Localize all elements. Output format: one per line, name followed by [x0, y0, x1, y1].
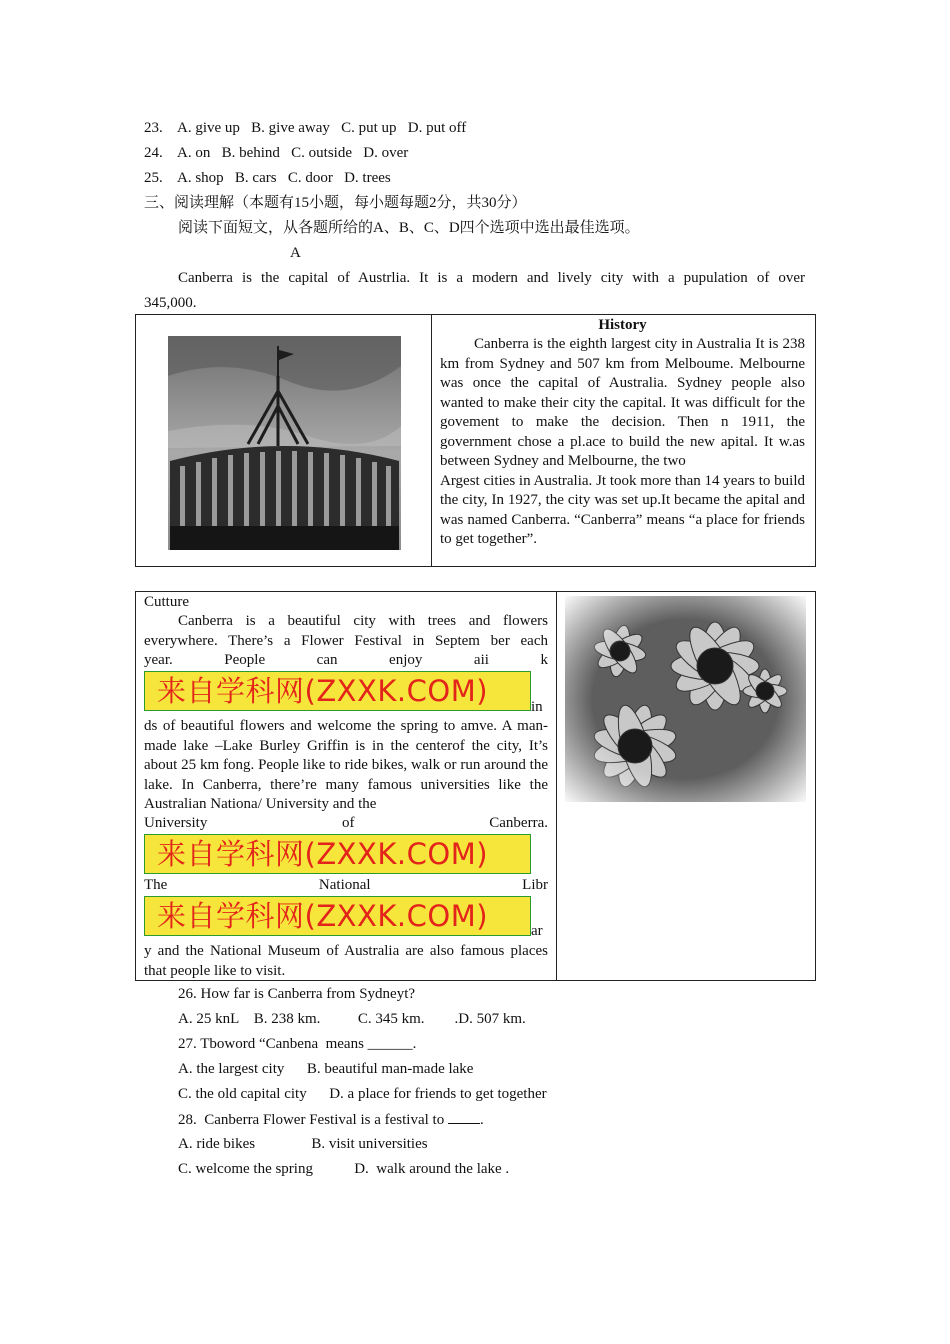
- watermark-banner: 来自学科网(ZXXK.COM): [144, 896, 531, 936]
- history-paragraph-2: Argest cities in Australia. Jt took more than 14 years to build the city, In 1927, the city was set up.It became the apital and was named Canberra. “Canberra” means “a place for friends to get together”.: [440, 472, 805, 547]
- question-27: 27. Tboword “Canbena means ______.: [178, 1036, 417, 1052]
- watermark-banner: 来自学科网(ZXXK.COM): [144, 671, 531, 711]
- section-instruction: 阅读下面短文，从各题所给的A、B、C、D四个选项中选出最佳选项。: [178, 220, 640, 236]
- question-23: 23. A. give up B. give away C. put up D. put off: [144, 120, 467, 136]
- parliament-house-photo: [168, 336, 401, 550]
- culture-line-9: y and the National Museum of Australia are also famous places that people like to visit.: [144, 943, 548, 979]
- sunflowers-photo: [565, 596, 806, 802]
- intro-line-1: Canberra is the capital of Austrlia. It is a modern and lively city with a pupulation of over: [178, 270, 805, 286]
- answer-blank: [448, 1109, 480, 1124]
- history-heading: History: [598, 317, 647, 333]
- watermark-banner: 来自学科网(ZXXK.COM): [144, 834, 531, 874]
- question-26: 26. How far is Canberra from Sydneyt?: [178, 986, 416, 1002]
- history-text: [440, 335, 805, 550]
- question-28-options-cd: C. welcome the spring D. walk around the lake .: [178, 1161, 510, 1177]
- culture-line-3: year. People can enjoy aii k: [144, 652, 548, 668]
- culture-line-6: University of Canberra.: [144, 815, 548, 831]
- question-26-options: A. 25 knL B. 238 km. C. 345 km. .D. 507 km.: [178, 1011, 526, 1027]
- table-divider: [556, 592, 557, 980]
- intro-line-2: 345,000.: [144, 295, 197, 311]
- history-paragraph-1: Canberra is the eighth largest city in Australia It is 238 km from Sydney and 507 km from Melboume. Melbourne was once the capital of Australia. Sydney people also wanted to make their city the capital. It was difficult for the govement to make the decision. Then n 1911, the government chose a pl.ace to build the new apital. It w.as between Sydney and Melbourne, the two: [440, 336, 805, 469]
- culture-line-4: in: [531, 699, 543, 715]
- section-heading: 三、阅读理解（本题有15小题，每小题每题2分，共30分）: [144, 195, 527, 211]
- passage-label: A: [290, 245, 301, 261]
- question-25: 25. A. shop B. cars C. door D. trees: [144, 170, 391, 186]
- question-27-options-ab: A. the largest city B. beautiful man-made lake: [178, 1061, 474, 1077]
- table-divider: [431, 315, 432, 566]
- question-27-options-cd: C. the old capital city D. a place for friends to get together: [178, 1086, 547, 1102]
- culture-line-2: everywhere. There’s a Flower Festival in Septem ber each: [144, 633, 548, 649]
- question-24: 24. A. on B. behind C. outside D. over: [144, 145, 409, 161]
- culture-line-5: ds of beautiful flowers and welcome the spring to amve. A man-made lake –Lake Burley Griffin is in the centerof the city, It’s about 25 km fong. People like to ride bikes, walk or run around the lake. In Canberra, there’re many famous universities like the Australian Nationa/ University and the: [144, 718, 548, 812]
- culture-heading: Cutture: [144, 594, 189, 610]
- question-28-options-ab: A. ride bikes B. visit universities: [178, 1136, 428, 1152]
- question-28: 28. Canberra Flower Festival is a festival to .: [178, 1109, 484, 1130]
- culture-line-8: ar: [531, 923, 543, 939]
- culture-line-1: Canberra is a beautiful city with trees and flowers: [178, 613, 548, 629]
- culture-line-7: The National Libr: [144, 877, 548, 893]
